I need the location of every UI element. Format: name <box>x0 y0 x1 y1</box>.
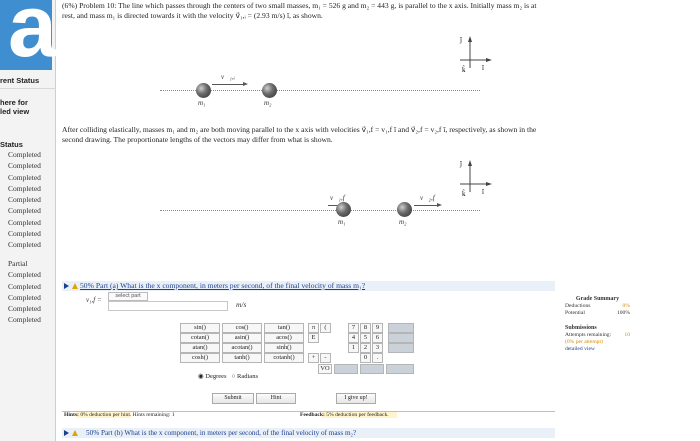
deductions-value: 0% <box>622 303 630 309</box>
potential-label: Potential <box>565 310 585 316</box>
status-item: Completed <box>8 217 41 227</box>
key-plus[interactable]: + <box>308 353 319 363</box>
status-item: Completed <box>8 150 41 159</box>
status-item: Partial <box>8 259 28 268</box>
velocity-arrow-v2f <box>414 205 438 206</box>
give-up-button[interactable]: I give up! <box>336 393 376 404</box>
mass-1-ball-after <box>336 202 351 217</box>
hints-remaining: 1 <box>171 412 175 418</box>
expand-triangle-icon[interactable] <box>64 283 69 289</box>
potential-row <box>565 310 630 317</box>
logo-letter: a <box>8 0 57 75</box>
key-acos[interactable]: acos() <box>264 333 304 343</box>
current-status-label: rent Status <box>0 76 40 85</box>
status-header: Status <box>0 140 23 149</box>
hints-label: Hints: <box>64 412 79 418</box>
per-attempt-text: (0% per attempt) <box>565 339 603 345</box>
m1-label-after: m₁ <box>338 218 346 226</box>
detailed-view-link[interactable]: detailed view <box>565 346 595 352</box>
part-a-question[interactable]: 50% Part (a) What is the x component, in meters per second, of the final velocity of mass m₁? <box>80 281 366 290</box>
site-logo[interactable] <box>0 0 57 75</box>
key-clear-2[interactable] <box>386 364 414 374</box>
key-cotanh[interactable]: cotanh() <box>264 353 304 363</box>
degrees-label: Degrees <box>205 373 227 380</box>
after-collision-line-2: second drawing. The proportionate lengths of the vectors may differ from what is shown. <box>62 135 333 144</box>
velocity-arrow-v1i <box>212 84 244 85</box>
key-6[interactable]: 6 <box>372 333 383 343</box>
feedback-label: Feedback: <box>300 412 325 418</box>
status-item: Completed <box>8 172 41 182</box>
mass-1-ball <box>196 83 211 98</box>
status-item: Completed <box>8 229 41 239</box>
axis-j-label: ĵ <box>460 160 462 168</box>
attempts-row <box>565 332 630 339</box>
key-backspace-2[interactable] <box>334 364 358 374</box>
deductions-label: Deductions <box>565 303 591 309</box>
key-cotan[interactable]: cotan() <box>180 333 220 343</box>
key-vo[interactable]: VO <box>318 364 332 374</box>
sidebar-divider <box>0 88 56 89</box>
axis-i-label: î <box>482 64 484 72</box>
hints-deduction: 0% deduction per hint. Hints remaining: <box>80 412 171 418</box>
angle-mode-radios <box>198 372 258 380</box>
key-cosh[interactable]: cosh() <box>180 353 220 363</box>
after-collision-line-1: After colliding elastically, masses m₁ and m₂ are both moving parallel to the x axis with velocities v⃗₁,f = v₁,f î and v⃗₂,f = v₂,f î, respectively, as shown in the <box>62 125 537 134</box>
grade-summary-title: Grade Summary <box>575 296 620 302</box>
hint-button[interactable]: Hint <box>256 393 296 404</box>
m2-label-after: m₂ <box>399 218 407 226</box>
key-5[interactable]: 5 <box>360 333 371 343</box>
answer-variable-label: v₁,f = <box>86 296 102 304</box>
warning-icon <box>72 283 78 289</box>
key-sinh[interactable]: sinh() <box>264 343 304 353</box>
key-del[interactable] <box>360 364 384 374</box>
potential-value: 100% <box>616 310 630 316</box>
problem-statement-line-2: rest, and mass m₁ is directed towards it with the velocity v⃗₁,ᵢ = (2.93 m/s) î, as shown. <box>62 11 323 20</box>
key-acotan[interactable]: acotan() <box>222 343 262 353</box>
click-here-link-2[interactable]: led view <box>0 107 30 116</box>
v2f-label: v⃗₂,f <box>420 194 435 202</box>
status-item: Completed <box>8 304 41 314</box>
attempts-label: Attempts remaining: <box>565 332 612 338</box>
v1f-label: v⃗₁,f <box>330 194 345 202</box>
radians-radio[interactable]: ○ <box>231 373 236 380</box>
key-0[interactable]: 0 <box>360 353 371 363</box>
feedback-deduction: 5% deduction per feedback. <box>326 412 389 418</box>
key-9[interactable]: 9 <box>372 323 383 333</box>
attempts-value: 10 <box>624 332 630 338</box>
status-item: Completed <box>8 240 41 250</box>
key-blank[interactable] <box>388 343 414 353</box>
degrees-radio[interactable]: ◉ <box>198 373 204 380</box>
key-4[interactable]: 4 <box>348 333 359 343</box>
axis-k-label: k̂ <box>462 66 466 74</box>
warning-icon-b <box>72 430 78 436</box>
submit-button[interactable]: Submit <box>212 393 254 404</box>
m2-label: m₂ <box>264 99 272 107</box>
answer-input[interactable] <box>108 301 228 311</box>
status-item: Completed <box>8 206 41 216</box>
key-atan[interactable]: atan() <box>180 343 220 353</box>
axis-k-label: k̂ <box>462 190 466 198</box>
key-dot[interactable]: . <box>372 353 383 363</box>
status-item: Completed <box>8 161 41 171</box>
key-tan[interactable]: tan() <box>264 323 304 333</box>
axes-diagram-1 <box>448 30 498 76</box>
status-item: Completed <box>8 292 41 302</box>
key-minus[interactable]: - <box>320 353 331 363</box>
axes-diagram-2 <box>448 154 498 200</box>
key-8[interactable]: 8 <box>360 323 371 333</box>
axis-j-label: ĵ <box>460 36 462 44</box>
key-clear[interactable] <box>388 333 414 343</box>
hints-line <box>64 412 175 418</box>
m1-label: m₁ <box>198 99 206 107</box>
part-b-question[interactable]: 50% Part (b) What is the x component, in meters per second, of the final velocity of mass m₂? <box>86 429 357 437</box>
key-2[interactable]: 2 <box>360 343 371 353</box>
status-item: Completed <box>8 281 41 291</box>
key-7[interactable]: 7 <box>348 323 359 333</box>
click-here-link-1[interactable]: here for <box>0 98 28 107</box>
radians-label: Radians <box>237 373 258 380</box>
status-item: Completed <box>8 183 41 193</box>
key-1[interactable]: 1 <box>348 343 359 353</box>
status-list-2 <box>8 258 41 326</box>
left-sidebar <box>0 0 56 441</box>
status-list <box>8 149 41 251</box>
v1i-label: v⃗₁,ᵢ <box>221 73 235 81</box>
key-open-paren[interactable]: ( <box>320 323 331 333</box>
expand-triangle-icon-b[interactable] <box>64 430 69 436</box>
mass-2-ball-after <box>397 202 412 217</box>
x-axis-dotted-line-2 <box>160 210 480 211</box>
select-part-dropdown[interactable]: select part <box>108 292 148 301</box>
unit-label: m/s <box>236 300 247 309</box>
submissions-title: Submissions <box>565 325 597 331</box>
axis-i-label: î <box>482 188 484 196</box>
grade-summary <box>565 296 630 353</box>
problem-statement-line-1: (6%) Problem 10: The line which passes through the centers of two small masses, m₁ = 526 g and m₂ = 443 g, is parallel to the x axis. Initially mass m₂ is at <box>62 1 537 10</box>
key-tanh[interactable]: tanh() <box>222 353 262 363</box>
key-e[interactable]: E <box>308 333 319 343</box>
key-sin[interactable]: sin() <box>180 323 220 333</box>
status-item: Completed <box>8 270 41 280</box>
key-cos[interactable]: cos() <box>222 323 262 333</box>
deductions-row <box>565 303 630 310</box>
key-3[interactable]: 3 <box>372 343 383 353</box>
key-pi[interactable]: π <box>308 323 319 333</box>
key-asin[interactable]: asin() <box>222 333 262 343</box>
mass-2-ball <box>262 83 277 98</box>
status-item: Completed <box>8 315 41 325</box>
key-backspace[interactable] <box>388 323 414 333</box>
feedback-line <box>300 412 389 418</box>
status-item: Completed <box>8 195 41 205</box>
